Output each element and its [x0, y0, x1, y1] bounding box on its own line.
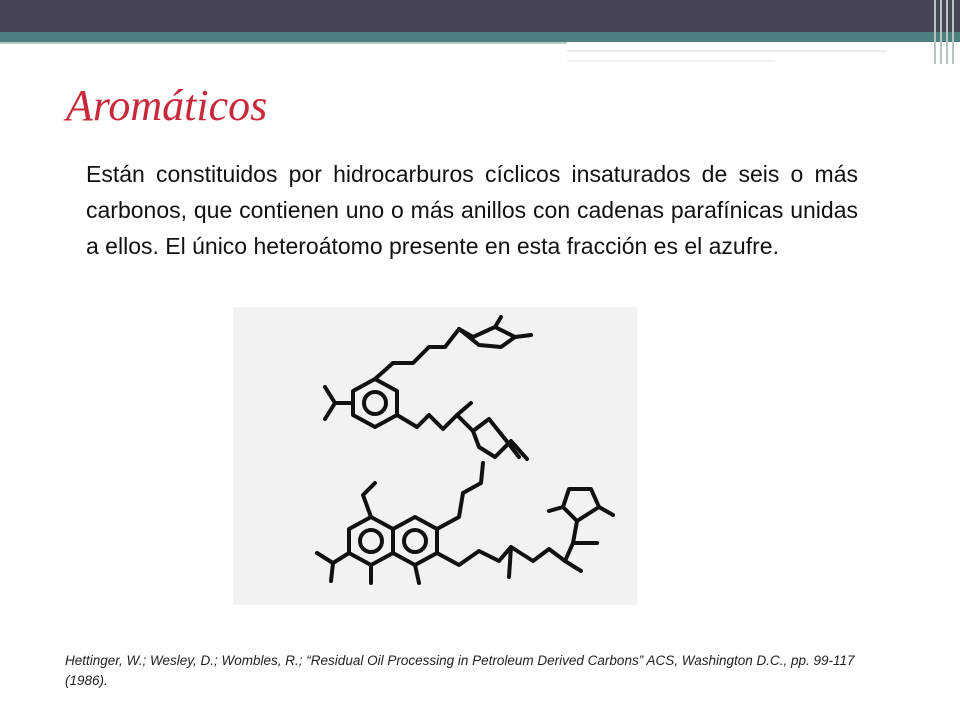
- benzene-ring-upper: [353, 379, 397, 427]
- naphthalene-ring-right: [393, 517, 437, 565]
- aromatic-circle-lower-left: [360, 530, 382, 552]
- aromatic-circle-upper: [364, 392, 386, 414]
- header-rule-2: [567, 50, 887, 52]
- header-bar: [0, 0, 960, 32]
- naphthalene-ring-left: [349, 517, 393, 565]
- header-decoration: [930, 0, 960, 64]
- header-rule-3: [567, 60, 775, 62]
- slide-title: Aromáticos: [66, 81, 268, 130]
- slide-body-text: Están constituidos por hidrocarburos cíclicos insaturados de seis o más carbonos, que contienen uno o más anillos con cadenas parafínicas unidas a ellos. El único heteroátomo presente en esta fracción es el azufre.: [86, 161, 858, 259]
- molecular-structure-figure: [233, 307, 637, 605]
- reference-citation: Hettinger, W.; Wesley, D.; Wombles, R.; “Residual Oil Processing in Petroleum Derived Carbons” ACS, Washington D.C., pp. 99-117 (1986).: [65, 653, 855, 688]
- aromatic-circle-lower-right: [404, 530, 426, 552]
- header-rule-1: [0, 42, 567, 44]
- header-accent-band: [0, 32, 960, 42]
- molecule-drawing: [233, 307, 637, 605]
